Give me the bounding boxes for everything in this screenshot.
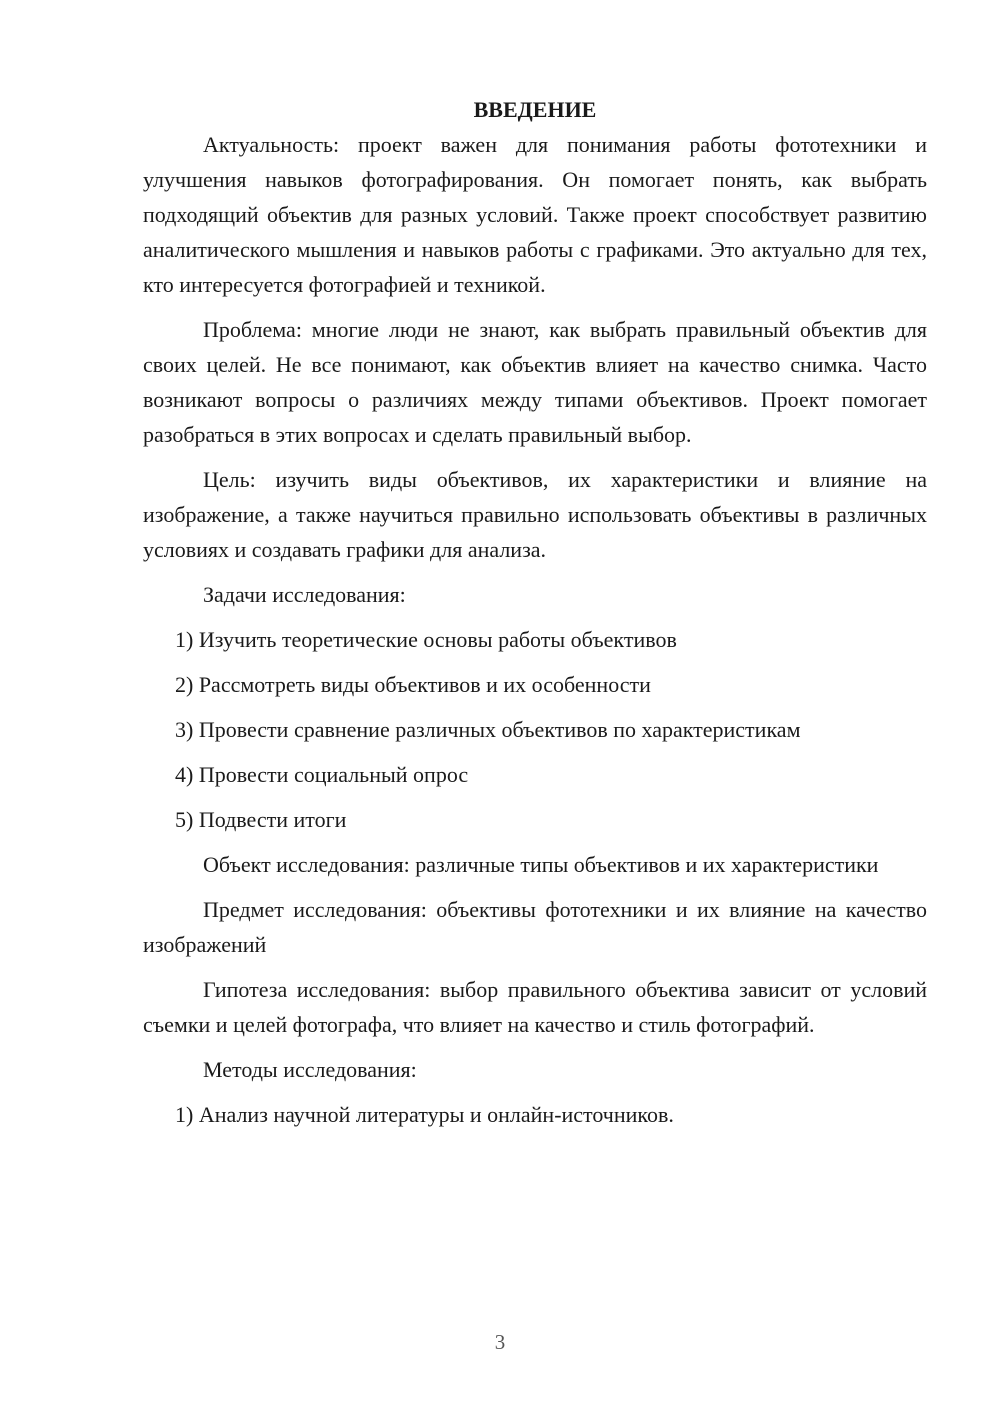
problem-paragraph: Проблема: многие люди не знают, как выбрать правильный объектив для своих целей. Не все понимают, как объектив влияет на качество снимка. Часто возникают вопросы о различиях между типами объективов. Проект помогает разобраться в этих вопросах и сделать правильный выбор. — [143, 317, 927, 447]
subject-paragraph: Предмет исследования: объективы фототехники и их влияние на качество изображений — [143, 897, 927, 957]
section-title: ВВЕДЕНИЕ — [473, 97, 597, 122]
document-page — [143, 92, 927, 1142]
hypothesis-paragraph: Гипотеза исследования: выбор правильного объектива зависит от условий съемки и целей фотографа, что влияет на качество и стиль фотографий. — [143, 977, 927, 1037]
task-item-2: 2) Рассмотреть виды объективов и их особенности — [175, 672, 651, 697]
task-item-5: 5) Подвести итоги — [175, 807, 347, 832]
relevance-paragraph: Актуальность: проект важен для понимания работы фототехники и улучшения навыков фотографирования. Он помогает понять, как выбрать подходящий объектив для разных условий. Также проект способствует развитию аналитического мышления и навыков работы с графиками. Это актуально для тех, кто интересуется фотографией и техникой. — [143, 132, 927, 297]
tasks-heading: Задачи исследования: — [203, 582, 406, 607]
methods-heading: Методы исследования: — [203, 1057, 417, 1082]
task-item-3: 3) Провести сравнение различных объективов по характеристикам — [175, 717, 801, 742]
goal-paragraph: Цель: изучить виды объективов, их характеристики и влияние на изображение, а также научиться правильно использовать объективы в различных условиях и создавать графики для анализа. — [143, 467, 927, 562]
method-item-1: 1) Анализ научной литературы и онлайн-источников. — [175, 1102, 674, 1127]
page-number: 3 — [494, 1330, 506, 1354]
object-paragraph: Объект исследования: различные типы объективов и их характеристики — [203, 852, 879, 877]
task-item-1: 1) Изучить теоретические основы работы объективов — [175, 627, 677, 652]
task-item-4: 4) Провести социальный опрос — [175, 762, 469, 787]
